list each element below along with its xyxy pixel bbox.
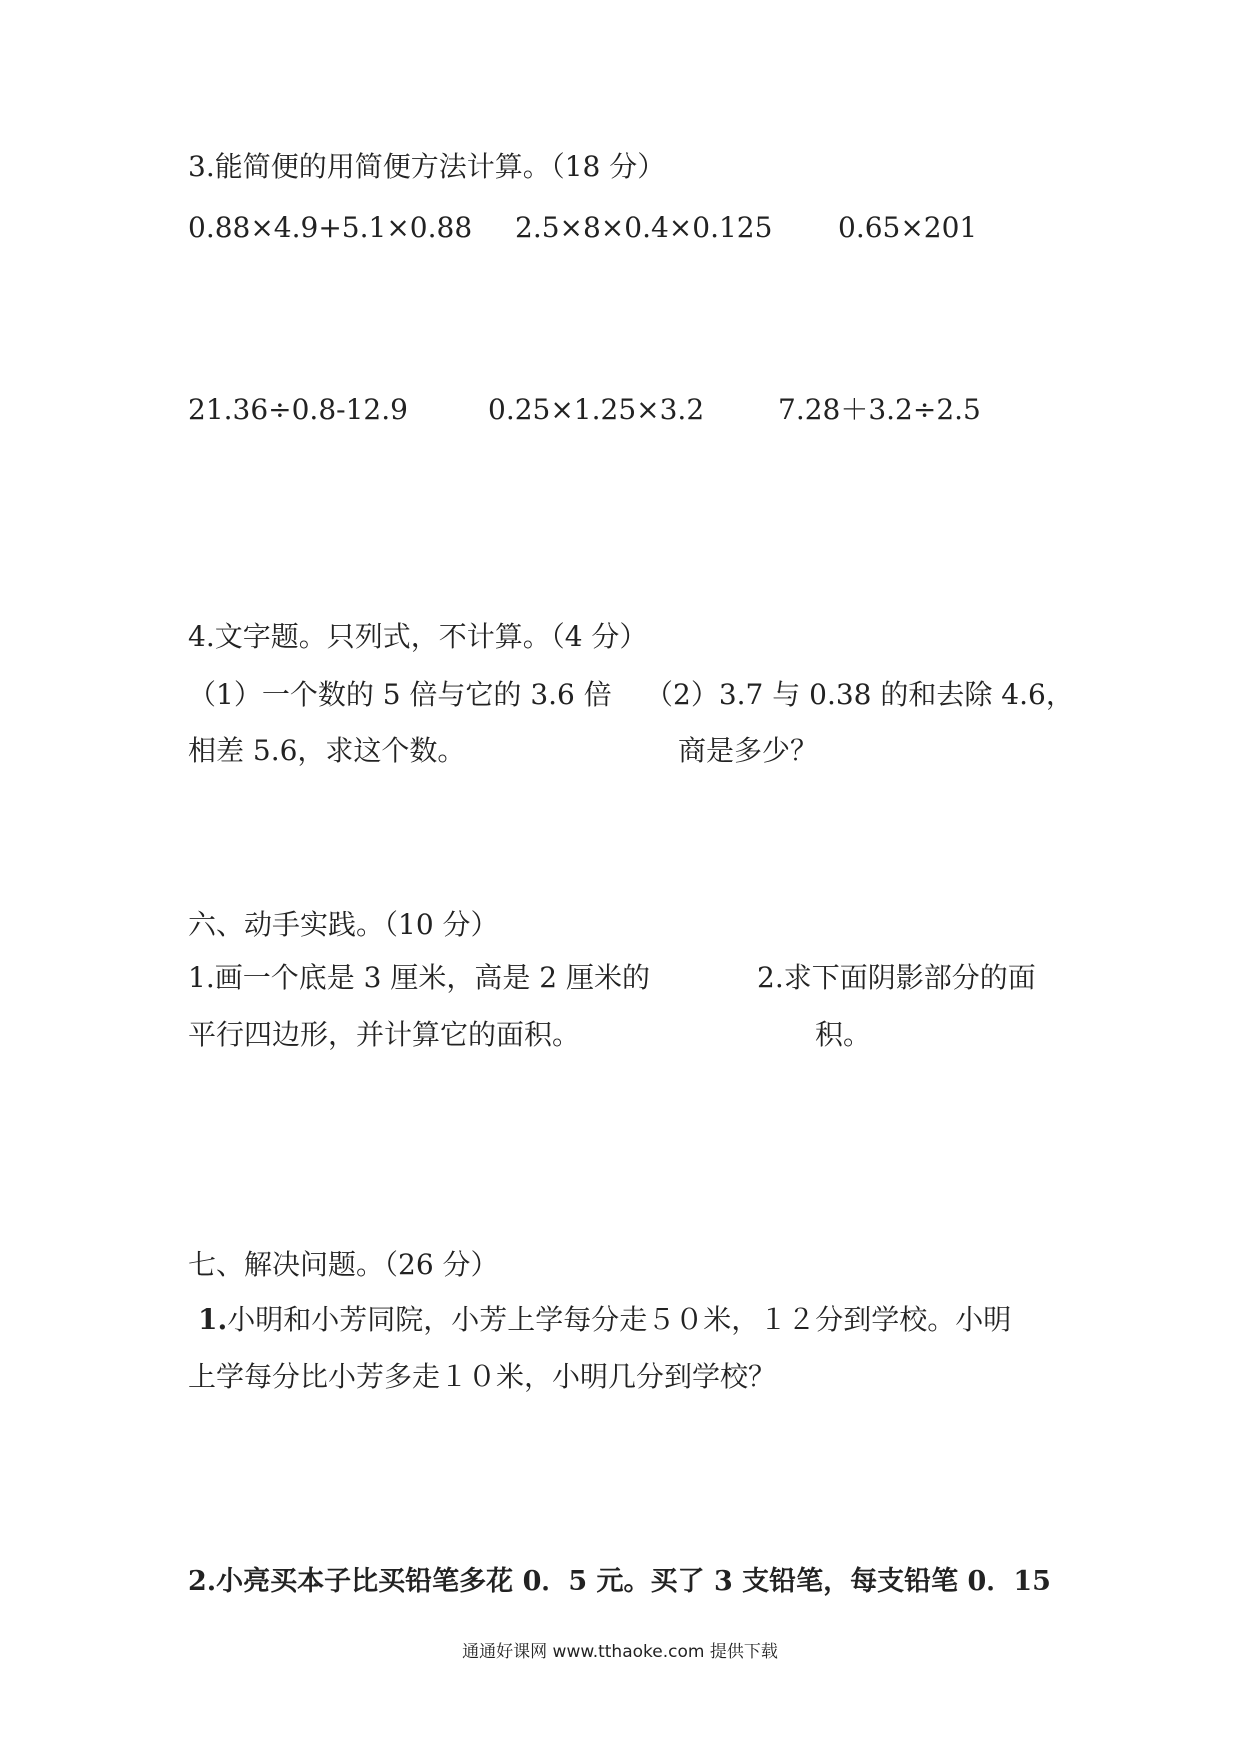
q3-expression-5: 0.25×1.25×3.2: [488, 393, 705, 426]
section6-problem1-line1: 1.画一个底是 3 厘米，高是 2 厘米的: [188, 961, 650, 994]
section7-title: 七、解决问题。（26 分）: [188, 1248, 499, 1281]
footer-watermark: 通通好课网 www.tthaoke.com 提供下载: [462, 1642, 778, 1662]
section7-problem2-line1: 2.小亮买本子比买铅笔多花 0．5 元。买了 3 支铅笔，每支铅笔 0．15: [188, 1566, 1051, 1597]
q3-expression-2: 2.5×8×0.4×0.125: [515, 211, 773, 244]
section6-problem2-line2: 积。: [815, 1018, 872, 1051]
q4-part2-line1: （2）3.7 与 0.38 的和去除 4.6，: [645, 678, 1074, 711]
section6-problem1-line2: 平行四边形，并计算它的面积。: [188, 1018, 581, 1051]
q3-expression-6: 7.28＋3.2÷2.5: [778, 393, 981, 426]
q4-part1-line2: 相差 5.6，求这个数。: [188, 734, 466, 767]
q3-expression-1: 0.88×4.9+5.1×0.88: [188, 211, 473, 244]
section6-title: 六、动手实践。（10 分）: [188, 908, 499, 941]
q4-part2-line2: 商是多少？: [678, 734, 819, 767]
section7-problem1-line1: [198, 1303, 1012, 1336]
q3-title: 3.能简便的用简便方法计算。（18 分）: [188, 150, 666, 183]
section7-problem1-line2: 上学每分比小芳多走１０米，小明几分到学校？: [188, 1360, 777, 1393]
q3-expression-3: 0.65×201: [838, 211, 978, 244]
section7-problem1-text: 小明和小芳同院，小芳上学每分走５０米，１２分到学校。小明: [227, 1303, 1012, 1336]
q3-expression-4: 21.36÷0.8-12.9: [188, 393, 408, 426]
section6-problem2-line1: 2.求下面阴影部分的面: [757, 961, 1036, 994]
section7-problem1-number: 1.: [198, 1303, 228, 1336]
q4-title: 4.文字题。只列式，不计算。（4 分）: [188, 620, 648, 653]
q4-part1-line1: （1）一个数的 5 倍与它的 3.6 倍: [188, 678, 612, 711]
